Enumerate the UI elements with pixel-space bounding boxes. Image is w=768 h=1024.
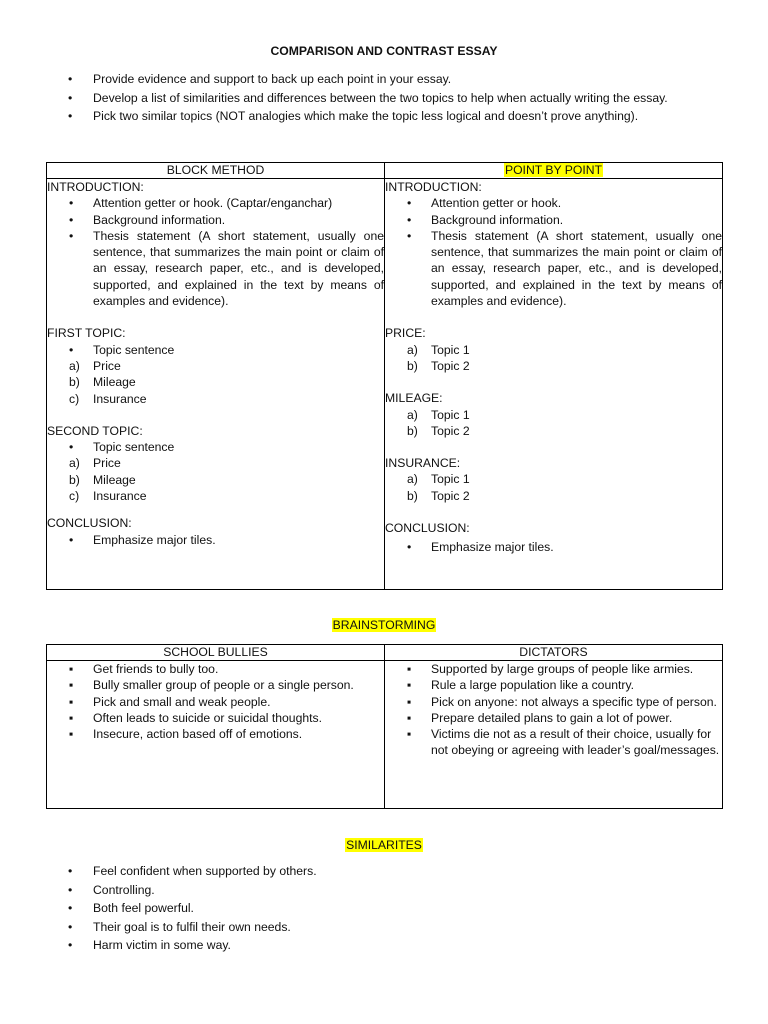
table-header-row	[47, 645, 723, 661]
list-item	[385, 488, 722, 504]
list-item: • Pick two similar topics (NOT analogies which make the topic less logical and doesn’t prove anything).	[46, 108, 746, 124]
brainstorming-heading-label: BRAINSTORMING	[332, 618, 436, 632]
bullet-list	[385, 539, 722, 555]
lettered-list	[385, 407, 722, 440]
block-method-cell	[47, 179, 385, 590]
dictators-header-label: DICTATORS	[519, 645, 588, 659]
list-item: • Attention getter or hook.	[385, 195, 722, 211]
list-item-text: Insurance	[93, 391, 147, 406]
list-item-text: Price	[93, 456, 121, 471]
list-item: • Provide evidence and support to back up each point in your essay.	[46, 71, 746, 87]
list-marker: b)	[407, 358, 418, 373]
list-item: • Thesis statement (A short statement, usually one sentence, that summarizes the main point or claim of an essay, research paper, etc., and is developed, supported, and explained in the text by means of examples and evidence).	[47, 228, 384, 309]
list-item: • Develop a list of similarities and differences between the two topics to help when actually writing the essay.	[46, 90, 746, 106]
bullet-list	[47, 532, 384, 548]
list-marker: a)	[69, 358, 80, 373]
list-item: • Attention getter or hook. (Captar/enganchar)	[47, 195, 384, 211]
list-marker: c)	[69, 489, 80, 504]
list-marker: b)	[69, 375, 80, 390]
section-label: MILEAGE:	[385, 391, 443, 406]
list-item	[47, 472, 384, 488]
list-item	[385, 358, 722, 374]
list-marker: b)	[407, 423, 418, 438]
list-item	[47, 455, 384, 471]
list-marker: a)	[407, 407, 418, 422]
table-row	[47, 179, 723, 590]
square-bullet-list	[47, 661, 384, 742]
list-item-text: Topic 2	[431, 423, 470, 438]
list-item: • Topic sentence	[47, 439, 384, 455]
bullet-list	[47, 195, 384, 309]
list-item-text: Topic 2	[431, 488, 470, 503]
list-item	[385, 407, 722, 423]
section-label: INTRODUCTION:	[385, 180, 482, 194]
list-item	[47, 488, 384, 504]
list-item: • Thesis statement (A short statement, usually one sentence, that summarizes the main point or claim of an essay, research paper, etc., and is developed, supported, and explained in the text by means of examples and evidence).	[385, 228, 722, 309]
list-item: • Emphasize major tiles.	[385, 539, 722, 555]
list-item: • Topic sentence	[47, 342, 384, 358]
list-item: ▪ Prepare detailed plans to gain a lot of power.	[385, 710, 722, 726]
similarities-heading-label: SIMILARITES	[346, 838, 422, 852]
list-item: ▪ Often leads to suicide or suicidal thoughts.	[47, 710, 384, 726]
section-label: CONCLUSION:	[47, 516, 132, 531]
lettered-list	[47, 358, 384, 407]
bullet-list	[47, 342, 384, 358]
section-label: PRICE:	[385, 326, 426, 341]
table-row	[47, 661, 723, 809]
list-item: • Background information.	[47, 212, 384, 228]
list-marker: a)	[69, 456, 80, 471]
list-item	[385, 423, 722, 439]
list-item	[385, 342, 722, 358]
list-item: • Both feel powerful.	[46, 900, 317, 916]
lettered-list	[385, 342, 722, 375]
list-item: • Background information.	[385, 212, 722, 228]
bullet-list	[47, 439, 384, 455]
list-item: ▪ Insecure, action based off of emotions.	[47, 726, 384, 742]
list-item-text: Topic 1	[431, 407, 470, 422]
list-item-text: Topic 1	[431, 472, 470, 487]
list-item: • Emphasize major tiles.	[47, 532, 384, 548]
dictators-cell	[385, 661, 723, 809]
brainstorming-table	[46, 644, 723, 809]
list-item: ▪ Bully smaller group of people or a single person.	[47, 677, 384, 693]
list-marker: c)	[69, 391, 80, 406]
school-bullies-cell	[47, 661, 385, 809]
section-label: INSURANCE:	[385, 456, 461, 471]
list-item: ▪ Victims die not as a result of their choice, usually for not obeying or agreeing with leader’s goal/messages.	[385, 726, 722, 759]
dictators-header	[385, 645, 723, 661]
school-bullies-header-label: SCHOOL BULLIES	[163, 645, 268, 659]
page-title: COMPARISON AND CONTRAST ESSAY	[270, 44, 498, 58]
methods-table	[46, 162, 723, 590]
school-bullies-header	[47, 645, 385, 661]
list-marker: a)	[407, 342, 418, 357]
point-by-point-header-label: POINT BY POINT	[504, 163, 603, 177]
similarities-list	[46, 863, 317, 956]
intro-bullet-list	[46, 71, 746, 127]
list-item: ▪ Supported by large groups of people like armies.	[385, 661, 722, 677]
list-item: ▪ Pick on anyone: not always a specific type of person.	[385, 694, 722, 710]
point-by-point-header	[385, 163, 723, 179]
point-by-point-cell	[385, 179, 723, 590]
table-header-row	[47, 163, 723, 179]
section-label: FIRST TOPIC:	[47, 326, 126, 341]
list-item	[47, 358, 384, 374]
list-item	[47, 391, 384, 407]
section-label: INTRODUCTION:	[47, 180, 144, 194]
list-item: • Feel confident when supported by others.	[46, 863, 317, 879]
list-item: ▪ Rule a large population like a country.	[385, 677, 722, 693]
list-item: ▪ Get friends to bully too.	[47, 661, 384, 677]
list-item: • Harm victim in some way.	[46, 937, 317, 953]
list-item: • Their goal is to fulfil their own needs.	[46, 919, 317, 935]
list-item-text: Mileage	[93, 472, 136, 487]
list-marker: a)	[407, 472, 418, 487]
list-item-text: Price	[93, 358, 121, 373]
list-item-text: Insurance	[93, 489, 147, 504]
list-marker: b)	[69, 472, 80, 487]
lettered-list	[47, 455, 384, 504]
block-method-header	[47, 163, 385, 179]
list-item: • Controlling.	[46, 882, 317, 898]
brainstorming-heading	[0, 617, 768, 633]
square-bullet-list	[385, 661, 722, 759]
list-item-text: Mileage	[93, 375, 136, 390]
block-method-header-label: BLOCK METHOD	[166, 163, 265, 177]
bullet-list	[385, 195, 722, 309]
list-item-text: Topic 1	[431, 342, 470, 357]
list-item	[47, 374, 384, 390]
list-item	[385, 471, 722, 487]
lettered-list	[385, 471, 722, 504]
similarities-heading	[0, 837, 768, 853]
section-label: SECOND TOPIC:	[47, 423, 143, 438]
list-item-text: Topic 2	[431, 358, 470, 373]
section-label: CONCLUSION:	[385, 521, 470, 536]
list-item: ▪ Pick and small and weak people.	[47, 694, 384, 710]
list-marker: b)	[407, 488, 418, 503]
